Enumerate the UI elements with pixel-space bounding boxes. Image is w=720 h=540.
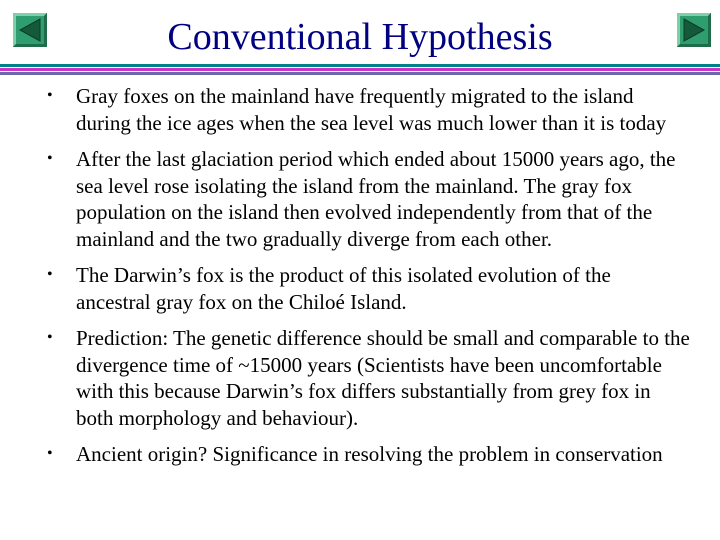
bullet-text: Prediction: The genetic difference should be small and comparable to the divergence time of ~15000 years (Scientists have been uncomfortable with this because Darwin’s fox differs substantially from grey fox in both morphology and behaviour). <box>76 326 690 430</box>
bullet-text: Ancient origin? Significance in resolving the problem in conservation <box>76 442 663 466</box>
bullet-item <box>0 262 720 315</box>
bullet-item <box>0 83 720 136</box>
bullet-marker: • <box>47 445 53 462</box>
bullet-text: After the last glaciation period which ended about 15000 years ago, the sea level rose isolating the island from the mainland. The gray fox population on the island then evolved independently from that of the mainland and the two gradually diverge from each other. <box>76 147 676 251</box>
bullet-marker: • <box>47 150 53 167</box>
bullet-text: Gray foxes on the mainland have frequently migrated to the island during the ice ages when the sea level was much lower than it is today <box>76 84 667 135</box>
title-divider-teal <box>0 64 720 67</box>
title-divider-slate <box>0 72 720 75</box>
bullet-item <box>0 441 720 468</box>
bullet-marker: • <box>47 87 53 104</box>
slide-title: Conventional Hypothesis <box>167 16 553 58</box>
bullet-item <box>0 146 720 252</box>
bullet-item <box>0 325 720 431</box>
bullet-marker: • <box>47 329 53 346</box>
title-divider-magenta <box>0 68 720 71</box>
bullet-marker: • <box>47 266 53 283</box>
bullet-list <box>0 83 720 478</box>
bullet-text: The Darwin’s fox is the product of this isolated evolution of the ancestral gray fox on the Chiloé Island. <box>76 263 611 314</box>
